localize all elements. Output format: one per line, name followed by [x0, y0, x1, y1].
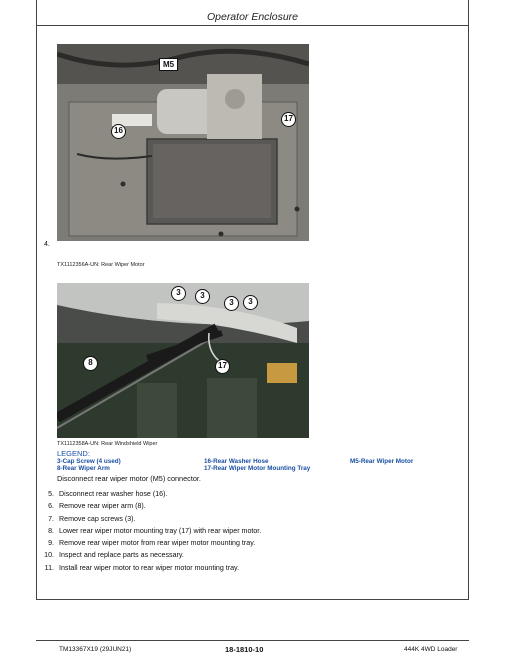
callout-3-c: 3	[224, 296, 239, 311]
header-divider	[36, 25, 469, 26]
step4-instruction: Disconnect rear wiper motor (M5) connector.	[57, 474, 201, 483]
figure1-caption: TX1112356A-UN: Rear Wiper Motor	[57, 262, 145, 268]
footer-page-number: 18-1810-10	[225, 645, 264, 654]
legend-item-washer-hose: 16-Rear Washer Hose	[204, 458, 269, 465]
legend-item-wiper-arm: 8-Rear Wiper Arm	[57, 465, 110, 472]
step-number-4: 4.	[44, 241, 50, 248]
footer-model: 444K 4WD Loader	[404, 646, 458, 653]
callout-3-a: 3	[171, 286, 186, 301]
footer-doc-id: TM13367X19 (29JUN21)	[59, 646, 132, 653]
figure2-caption: TX1112358A-UN: Rear Windshield Wiper	[57, 441, 158, 447]
callout-m5: M5	[159, 58, 178, 71]
step-item: 10. Inspect and replace parts as necessary.	[44, 551, 184, 560]
callout-3-b: 3	[195, 289, 210, 304]
step-item: 11. Install rear wiper motor to rear wiper motor mounting tray.	[44, 563, 240, 572]
step-item: 5. Disconnect rear washer hose (16).	[48, 490, 168, 498]
rear-wiper-motor-illustration	[57, 44, 309, 241]
procedure-steps	[40, 490, 261, 576]
callout-17: 17	[215, 359, 230, 374]
legend-item-mounting-tray: 17-Rear Wiper Motor Mounting Tray	[204, 465, 311, 472]
section-title: Operator Enclosure	[206, 11, 299, 23]
legend-item-wiper-motor: M5-Rear Wiper Motor	[350, 458, 414, 465]
legend-item-cap-screw: 3-Cap Screw (4 used)	[57, 458, 121, 465]
callout-17: 17	[281, 112, 296, 127]
callout-16: 16	[111, 124, 126, 139]
step-item: 8. Lower rear wiper motor mounting tray (17) with rear wiper motor.	[48, 526, 262, 535]
step-item: 6. Remove rear wiper arm (8).	[48, 502, 146, 511]
callout-3-d: 3	[243, 295, 258, 310]
legend-title: LEGEND:	[57, 449, 90, 458]
rear-wiper-motor-photo	[57, 44, 309, 241]
rear-windshield-wiper-photo	[57, 283, 309, 438]
callout-8: 8	[83, 356, 98, 371]
step-item: 7. Remove cap screws (3).	[48, 514, 136, 523]
footer-divider	[36, 640, 469, 641]
step-item: 9. Remove rear wiper motor from rear wiper motor mounting tray.	[48, 539, 256, 548]
